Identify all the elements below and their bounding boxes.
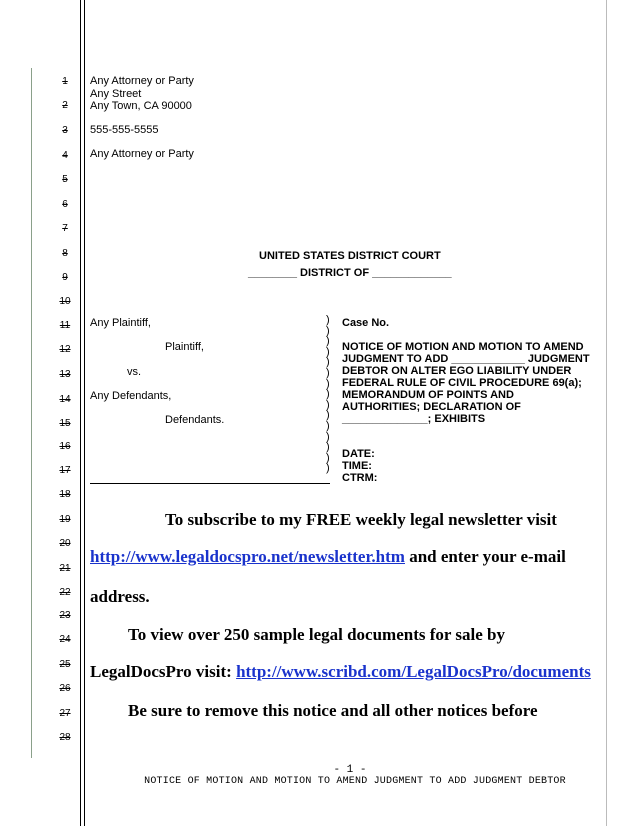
line-number: 28 bbox=[59, 732, 71, 743]
line-number: 15 bbox=[59, 418, 71, 429]
notice-line-2-rest: and enter your e-mail bbox=[404, 547, 566, 566]
line-number: 25 bbox=[59, 659, 71, 670]
newsletter-link[interactable]: http://www.legaldocspro.net/newsletter.htm bbox=[90, 547, 405, 566]
pleading-margin-line-left bbox=[31, 68, 32, 758]
line-number: 12 bbox=[59, 344, 71, 355]
versus: vs. bbox=[127, 366, 142, 378]
line-number: 16 bbox=[59, 441, 71, 452]
line-number: 27 bbox=[59, 708, 71, 719]
defendants-role: Defendants. bbox=[165, 414, 225, 426]
court-name: UNITED STATES DISTRICT COURT bbox=[259, 250, 441, 262]
court-district: ________ DISTRICT OF _____________ bbox=[248, 267, 452, 279]
document-title-line: DEBTOR ON ALTER EGO LIABILITY UNDER bbox=[342, 365, 572, 377]
caption-underline bbox=[90, 483, 330, 484]
line-number: 3 bbox=[62, 125, 68, 136]
case-number: Case No. bbox=[342, 317, 390, 329]
attorney-city: Any Town, CA 90000 bbox=[90, 100, 192, 112]
line-number: 14 bbox=[59, 394, 71, 405]
line-number: 8 bbox=[62, 248, 68, 259]
line-number: 23 bbox=[59, 610, 71, 621]
line-number: 24 bbox=[59, 634, 71, 645]
defendants-name: Any Defendants, bbox=[90, 390, 172, 402]
line-number: 26 bbox=[59, 683, 71, 694]
footer-title: NOTICE OF MOTION AND MOTION TO AMEND JUDGMENT TO ADD JUDGMENT DEBTOR bbox=[144, 776, 566, 787]
attorney-for: Any Attorney or Party bbox=[90, 148, 194, 160]
line-number: 9 bbox=[62, 272, 68, 283]
line-number: 6 bbox=[62, 199, 68, 210]
notice-line-4: To view over 250 sample legal documents for sale by bbox=[128, 625, 505, 644]
line-number: 13 bbox=[59, 369, 71, 380]
line-number: 4 bbox=[62, 150, 68, 161]
notice-line-2 bbox=[90, 547, 566, 567]
hearing-time: TIME: bbox=[342, 460, 372, 472]
line-number: 17 bbox=[59, 465, 71, 476]
notice-line-3: address. bbox=[90, 587, 150, 606]
attorney-phone: 555-555-5555 bbox=[90, 124, 159, 136]
line-number: 2 bbox=[62, 100, 68, 111]
document-title-line: FEDERAL RULE OF CIVIL PROCEDURE 69(a); bbox=[342, 377, 582, 389]
document-title-line: MEMORANDUM OF POINTS AND bbox=[342, 389, 514, 401]
line-number: 21 bbox=[59, 563, 71, 574]
notice-line-6: Be sure to remove this notice and all other notices before bbox=[128, 701, 538, 720]
notice-line-5 bbox=[90, 662, 591, 682]
line-number: 19 bbox=[59, 514, 71, 525]
pleading-rule-2 bbox=[84, 0, 85, 826]
page-number: - 1 - bbox=[333, 764, 367, 776]
notice-line-1: To subscribe to my FREE weekly legal newsletter visit bbox=[165, 510, 557, 529]
document-title-line: ______________; EXHIBITS bbox=[342, 413, 486, 425]
line-number: 22 bbox=[59, 587, 71, 598]
caption-parentheses: ) ) ) ) ) ) ) ) ) ) ) ) ) ) ) bbox=[326, 314, 330, 475]
pleading-rule-1 bbox=[80, 0, 81, 826]
pleading-rule-right bbox=[606, 0, 607, 826]
document-title-line: JUDGMENT TO ADD ____________ JUDGMENT bbox=[342, 353, 590, 365]
attorney-name: Any Attorney or Party bbox=[90, 75, 194, 87]
line-number: 1 bbox=[62, 76, 68, 87]
line-number: 20 bbox=[59, 538, 71, 549]
document-title-line: AUTHORITIES; DECLARATION OF bbox=[342, 401, 521, 413]
plaintiff-name: Any Plaintiff, bbox=[90, 317, 151, 329]
hearing-date: DATE: bbox=[342, 448, 375, 460]
line-number: 11 bbox=[59, 320, 71, 331]
hearing-courtroom: CTRM: bbox=[342, 472, 378, 484]
line-number: 10 bbox=[59, 296, 71, 307]
line-number: 7 bbox=[62, 223, 68, 234]
notice-line-5-prefix: LegalDocsPro visit: bbox=[90, 662, 237, 681]
line-number: 5 bbox=[62, 174, 68, 185]
plaintiff-role: Plaintiff, bbox=[165, 341, 204, 353]
attorney-street: Any Street bbox=[90, 88, 142, 100]
document-title-line: NOTICE OF MOTION AND MOTION TO AMEND bbox=[342, 341, 584, 353]
scribd-link[interactable]: http://www.scribd.com/LegalDocsPro/documents bbox=[236, 662, 591, 681]
line-number: 18 bbox=[59, 489, 71, 500]
